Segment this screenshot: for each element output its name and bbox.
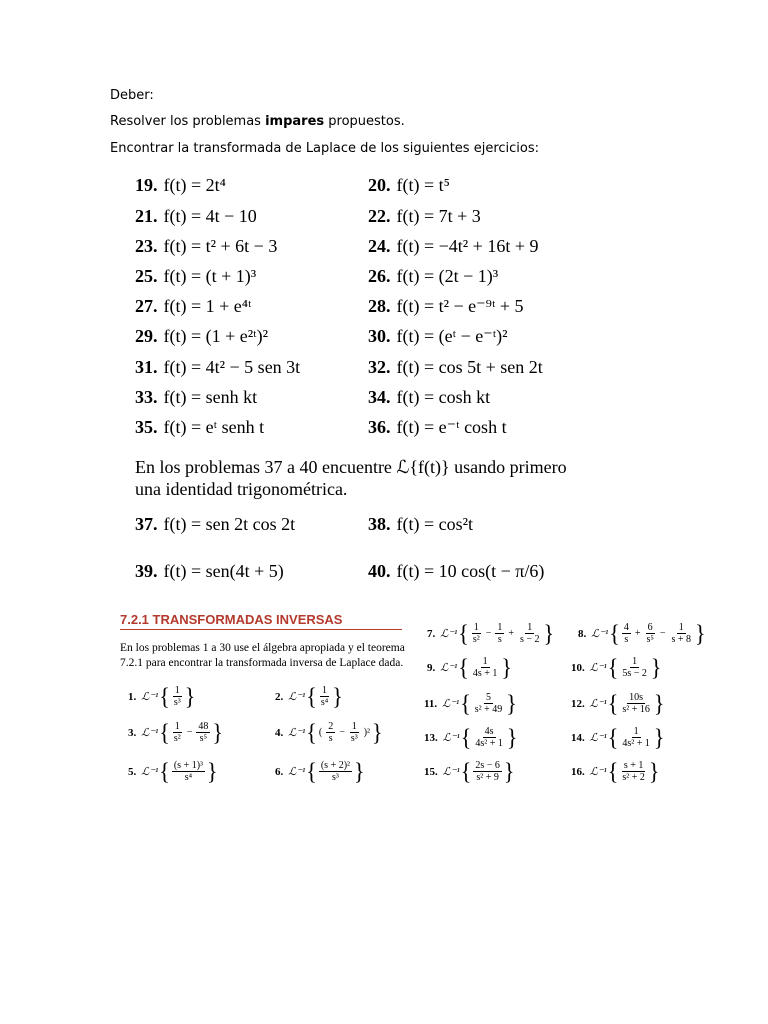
operator: − xyxy=(186,727,193,738)
numerator: 1 xyxy=(482,656,488,667)
numerator: 1 xyxy=(632,656,638,667)
right-brace: } xyxy=(653,723,665,751)
inverse-problem xyxy=(427,653,512,681)
laplace-inverse-operator: ℒ⁻¹ xyxy=(591,628,609,640)
inverse-problem xyxy=(571,689,665,717)
fraction xyxy=(670,622,694,645)
problem-item xyxy=(135,561,284,582)
left-brace: { xyxy=(460,757,472,785)
inverse-problem xyxy=(571,723,665,751)
section-divider xyxy=(120,629,402,630)
problem-formula: f(t) = 1 + e⁴ᵗ xyxy=(163,296,252,316)
problem-number: 37. xyxy=(135,514,158,534)
problem-formula: f(t) = t² + 6t − 3 xyxy=(163,236,278,256)
denominator: s² xyxy=(472,634,480,645)
instruction-post: propuestos. xyxy=(324,114,405,129)
operator: + xyxy=(508,628,515,639)
problem-number: 32. xyxy=(368,357,391,377)
problem-formula: f(t) = (eᵗ − e⁻ᵗ)² xyxy=(396,326,508,346)
numerator: 48 xyxy=(198,721,209,732)
problem-item xyxy=(368,357,543,378)
denominator: s² + 16 xyxy=(622,704,650,715)
left-brace: { xyxy=(458,653,469,681)
numerator: (s + 2)² xyxy=(320,760,351,771)
denominator: s⁴ xyxy=(320,697,329,708)
denominator: s + 8 xyxy=(671,634,692,645)
problem-number: 26. xyxy=(368,266,391,286)
right-brace: } xyxy=(506,689,517,717)
laplace-inverse-operator: ℒ⁻¹ xyxy=(440,662,458,674)
numerator: 4 xyxy=(623,622,629,633)
problem-formula: f(t) = −4t² + 16t + 9 xyxy=(396,236,539,256)
fraction xyxy=(473,726,505,749)
inverse-problem-number: 15. xyxy=(424,765,438,778)
numerator: 10s xyxy=(629,692,644,703)
problem-item xyxy=(368,266,498,287)
fraction xyxy=(620,760,647,783)
denominator: s³ xyxy=(332,772,339,783)
numerator: 2s − 6 xyxy=(475,760,500,771)
problem-formula: f(t) = senh kt xyxy=(163,387,258,407)
operator: )² xyxy=(363,727,371,738)
problem-number: 30. xyxy=(368,326,391,346)
inverse-problem-number: 3. xyxy=(128,726,137,739)
problem-formula: f(t) = (2t − 1)³ xyxy=(396,266,499,286)
paragraph-line-2: una identidad trigonométrica. xyxy=(135,479,348,499)
inverse-problem-number: 10. xyxy=(571,661,585,674)
problem-number: 31. xyxy=(135,357,158,377)
inverse-problem-number: 2. xyxy=(275,690,284,703)
problem-formula: f(t) = eᵗ senh t xyxy=(163,417,265,437)
problem-formula: f(t) = cos²t xyxy=(396,514,474,534)
left-brace: { xyxy=(306,757,317,785)
problem-item xyxy=(135,357,300,378)
problem-item xyxy=(368,296,524,317)
problem-item xyxy=(368,326,508,347)
problem-item xyxy=(135,296,252,317)
denominator: s² + 49 xyxy=(474,704,503,715)
problem-formula: f(t) = e⁻ᵗ cosh t xyxy=(396,417,507,437)
inverse-problem-number: 9. xyxy=(427,661,436,674)
right-brace: } xyxy=(184,682,196,710)
numerator: 1 xyxy=(174,721,180,732)
left-brace: { xyxy=(607,689,619,717)
inverse-problem-number: 5. xyxy=(128,765,137,778)
problem-formula: f(t) = (t + 1)³ xyxy=(163,266,257,286)
paragraph-37-40 xyxy=(135,456,567,500)
laplace-inverse-operator: ℒ⁻¹ xyxy=(141,691,159,703)
denominator: 4s² + 1 xyxy=(622,738,650,749)
inverse-problem xyxy=(128,682,196,710)
left-brace: { xyxy=(607,723,619,751)
laplace-inverse-operator: ℒ⁻¹ xyxy=(288,766,306,778)
right-brace: } xyxy=(372,718,383,746)
left-brace: { xyxy=(159,682,170,710)
inverse-problem xyxy=(128,757,218,785)
laplace-inverse-operator: ℒ⁻¹ xyxy=(288,691,306,703)
laplace-inverse-operator: ℒ⁻¹ xyxy=(288,727,306,739)
denominator: 4s² + 1 xyxy=(475,738,503,749)
numerator: 1 xyxy=(497,622,503,633)
denominator: s⁵ xyxy=(199,733,208,744)
denominator: s xyxy=(497,634,502,645)
section-title: 7.2.1 TRANSFORMADAS INVERSAS xyxy=(120,612,343,627)
inverse-problem xyxy=(275,682,343,710)
numerator: 1 xyxy=(633,726,639,737)
inverse-problem xyxy=(571,757,660,785)
right-brace: } xyxy=(543,619,555,647)
problem-number: 39. xyxy=(135,561,158,581)
denominator: s⁴ xyxy=(184,772,193,783)
laplace-inverse-operator: ℒ⁻¹ xyxy=(589,698,607,710)
task-line: Encontrar la transformada de Laplace de los siguientes ejercicios: xyxy=(110,141,540,156)
problem-item xyxy=(135,266,256,287)
problem-item xyxy=(135,514,295,535)
numerator: 2 xyxy=(328,721,334,732)
numerator: 6 xyxy=(647,622,653,633)
inverse-problem xyxy=(424,689,517,717)
denominator: s² + 9 xyxy=(476,772,499,783)
laplace-inverse-operator: ℒ⁻¹ xyxy=(141,727,159,739)
laplace-inverse-operator: ℒ⁻¹ xyxy=(442,732,460,744)
fraction xyxy=(622,622,631,645)
denominator: s xyxy=(624,634,629,645)
problem-formula: f(t) = t⁵ xyxy=(396,175,450,195)
fraction xyxy=(319,685,330,708)
problem-number: 40. xyxy=(368,561,391,581)
inverse-problem-number: 4. xyxy=(275,726,284,739)
inverse-problem-number: 7. xyxy=(427,627,436,640)
right-brace: } xyxy=(695,619,706,647)
laplace-inverse-operator: ℒ⁻¹ xyxy=(442,698,460,710)
problem-number: 29. xyxy=(135,326,158,346)
denominator: s² xyxy=(173,733,181,744)
problem-number: 35. xyxy=(135,417,158,437)
problem-item xyxy=(368,387,490,408)
inverse-problem xyxy=(275,718,383,746)
right-brace: } xyxy=(506,723,518,751)
operator: − xyxy=(485,628,492,639)
problem-item xyxy=(135,326,268,347)
problem-item xyxy=(135,387,257,408)
left-brace: { xyxy=(458,619,469,647)
operator: − xyxy=(659,628,666,639)
left-brace: { xyxy=(607,757,619,785)
denominator: s³ xyxy=(350,733,358,744)
numerator: (s + 1)³ xyxy=(173,760,204,771)
problem-number: 22. xyxy=(368,206,391,226)
problem-number: 33. xyxy=(135,387,158,407)
fraction xyxy=(518,622,542,645)
inverse-problem xyxy=(275,757,365,785)
inverse-problem xyxy=(424,723,518,751)
fraction xyxy=(471,622,482,645)
problem-number: 21. xyxy=(135,206,158,226)
problem-number: 20. xyxy=(368,175,391,195)
fraction xyxy=(620,692,652,715)
problem-item xyxy=(135,206,257,227)
denominator: 5s − 2 xyxy=(622,668,647,679)
inverse-problem-number: 13. xyxy=(424,731,438,744)
problem-item xyxy=(368,417,507,438)
fraction xyxy=(172,721,183,744)
problem-number: 28. xyxy=(368,296,391,316)
numerator: 1 xyxy=(473,622,479,633)
numerator: 1 xyxy=(527,622,533,633)
laplace-inverse-operator: ℒ⁻¹ xyxy=(440,628,458,640)
right-brace: } xyxy=(354,757,365,785)
inverse-problem-number: 11. xyxy=(424,697,438,710)
fraction xyxy=(319,760,352,783)
left-brace: { xyxy=(159,757,170,785)
problem-item xyxy=(368,236,539,257)
denominator: s − 2 xyxy=(520,634,540,645)
left-brace: { xyxy=(306,718,317,746)
problem-number: 38. xyxy=(368,514,391,534)
left-brace: { xyxy=(609,619,620,647)
problem-item xyxy=(368,561,544,582)
fraction xyxy=(172,685,183,708)
inverse-problem xyxy=(128,718,223,746)
left-brace: { xyxy=(607,653,619,681)
laplace-inverse-operator: ℒ⁻¹ xyxy=(589,732,607,744)
right-brace: } xyxy=(503,757,515,785)
problem-formula: f(t) = t² − e⁻⁹ᵗ + 5 xyxy=(396,296,524,316)
inverse-problem xyxy=(571,653,662,681)
problem-item xyxy=(368,206,481,227)
problem-number: 36. xyxy=(368,417,391,437)
numerator: 5 xyxy=(486,692,492,703)
problem-number: 25. xyxy=(135,266,158,286)
fraction xyxy=(471,656,500,679)
instruction-line xyxy=(110,114,405,129)
fraction xyxy=(473,692,505,715)
inverse-problem xyxy=(424,757,515,785)
left-brace: { xyxy=(460,689,471,717)
right-brace: } xyxy=(207,757,218,785)
section-instructions: En los problemas 1 a 30 use el álgebra apropiada y el teorema 7.2.1 para encontrar la transformada inversa de Laplace dada. xyxy=(120,642,405,669)
instruction-pre: Resolver los problemas xyxy=(110,114,266,129)
numerator: 1 xyxy=(322,685,328,696)
fraction xyxy=(620,656,649,679)
problem-formula: f(t) = cos 5t + sen 2t xyxy=(396,357,543,377)
left-brace: { xyxy=(306,682,317,710)
fraction xyxy=(644,622,655,645)
problem-formula: f(t) = 4t − 10 xyxy=(163,206,257,226)
problem-number: 19. xyxy=(135,175,158,195)
numerator: 4s xyxy=(484,726,494,737)
problem-number: 27. xyxy=(135,296,158,316)
inverse-problem-number: 12. xyxy=(571,697,585,710)
problem-formula: f(t) = sen(4t + 5) xyxy=(163,561,284,581)
inverse-problem-number: 8. xyxy=(578,627,587,640)
problem-formula: f(t) = 4t² − 5 sen 3t xyxy=(163,357,301,377)
problem-number: 34. xyxy=(368,387,391,407)
laplace-inverse-operator: ℒ⁻¹ xyxy=(141,766,159,778)
homework-label: Deber: xyxy=(110,88,154,103)
right-brace: } xyxy=(501,653,512,681)
operator: ( xyxy=(318,727,323,738)
left-brace: { xyxy=(460,723,472,751)
operator: + xyxy=(634,628,641,639)
right-brace: } xyxy=(650,653,662,681)
problem-formula: f(t) = 7t + 3 xyxy=(396,206,481,226)
fraction xyxy=(196,721,210,744)
numerator: 1 xyxy=(678,622,684,633)
problem-formula: f(t) = sen 2t cos 2t xyxy=(163,514,296,534)
problem-formula: f(t) = 10 cos(t − π/6) xyxy=(396,561,545,581)
numerator: 1 xyxy=(351,721,357,732)
instruction-bold: impares xyxy=(265,114,325,129)
problem-formula: f(t) = 2t⁴ xyxy=(163,175,226,195)
paragraph-line-1: En los problemas 37 a 40 encuentre ℒ{f(t)} usando primero xyxy=(135,457,567,477)
denominator: s² + 2 xyxy=(622,772,645,783)
inverse-problem-number: 16. xyxy=(571,765,585,778)
fraction xyxy=(349,721,360,744)
fraction xyxy=(620,726,652,749)
denominator: s xyxy=(328,733,333,744)
problem-item xyxy=(135,417,264,438)
fraction xyxy=(473,760,502,783)
problem-item xyxy=(368,514,473,535)
inverse-problem-number: 14. xyxy=(571,731,585,744)
left-brace: { xyxy=(159,718,170,746)
problem-formula: f(t) = cosh kt xyxy=(396,387,491,407)
right-brace: } xyxy=(648,757,660,785)
problem-number: 23. xyxy=(135,236,158,256)
fraction xyxy=(172,760,205,783)
problem-item xyxy=(135,175,226,196)
problem-formula: f(t) = (1 + e²ᵗ)² xyxy=(163,326,269,346)
laplace-inverse-operator: ℒ⁻¹ xyxy=(589,662,607,674)
problem-item xyxy=(135,236,277,257)
right-brace: } xyxy=(212,718,223,746)
inverse-problem xyxy=(578,619,706,647)
inverse-problem xyxy=(427,619,555,647)
inverse-problem-number: 1. xyxy=(128,690,137,703)
operator: − xyxy=(339,727,345,738)
laplace-inverse-operator: ℒ⁻¹ xyxy=(589,766,607,778)
right-brace: } xyxy=(653,689,665,717)
denominator: s³ xyxy=(173,697,181,708)
denominator: 4s + 1 xyxy=(472,668,498,679)
denominator: s⁵ xyxy=(646,634,654,645)
laplace-inverse-operator: ℒ⁻¹ xyxy=(442,766,460,778)
fraction xyxy=(326,721,335,744)
numerator: 1 xyxy=(174,685,180,696)
fraction xyxy=(495,622,504,645)
right-brace: } xyxy=(332,682,343,710)
numerator: s + 1 xyxy=(623,760,644,771)
problem-item xyxy=(368,175,450,196)
problem-number: 24. xyxy=(368,236,391,256)
inverse-problem-number: 6. xyxy=(275,765,284,778)
